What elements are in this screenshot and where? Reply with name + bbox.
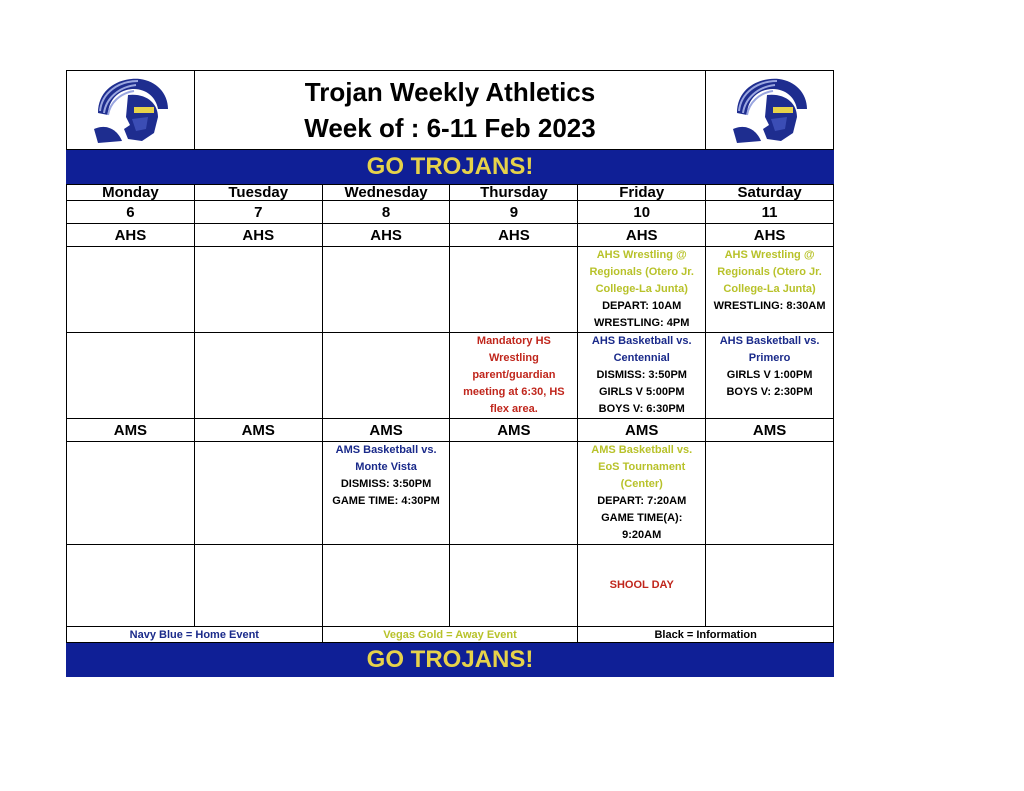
event-title: AHS Basketball vs. Primero [719, 335, 820, 364]
event-cell-empty [67, 333, 195, 419]
day-name: Monday [67, 185, 195, 201]
event-detail: GIRLS V 5:00PM [598, 386, 685, 398]
event-title: AHS Wrestling @ Regionals (Otero Jr. College-La Junta) [717, 249, 822, 295]
school-label: AMS [322, 419, 450, 442]
ams-event-row-1 [67, 442, 834, 545]
event-detail: GAME TIME: 4:30PM [332, 495, 440, 507]
event-detail: GAME TIME(A): 9:20AM [601, 512, 683, 541]
ahs-event-row-2 [67, 333, 834, 419]
event-cell-empty [194, 247, 322, 333]
event-detail: DISMISS: 3:50PM [340, 478, 432, 490]
logo-right [705, 71, 833, 149]
school-label: AMS [67, 419, 195, 442]
event-title: AHS Wrestling @ Regionals (Otero Jr. College-La Junta) [589, 249, 694, 295]
event-detail: GIRLS V 1:00PM [726, 369, 813, 381]
schedule-table [66, 184, 834, 643]
event-detail: BOYS V: 2:30PM [726, 386, 813, 398]
day-name: Friday [578, 185, 706, 201]
date-number: 9 [450, 201, 578, 224]
title-block [195, 71, 705, 149]
event-detail: DEPART: 10AM [602, 300, 682, 312]
event-cell-empty [450, 247, 578, 333]
event-cell-friday [578, 333, 706, 419]
ahs-label-row [67, 224, 834, 247]
school-label: AHS [706, 224, 834, 247]
legend-away: Vegas Gold = Away Event [322, 627, 578, 643]
event-title: AHS Basketball vs. Centennial [591, 335, 692, 364]
school-label: AMS [450, 419, 578, 442]
trojan-helmet-icon [88, 73, 174, 147]
event-detail: WRESTLING: 4PM [594, 317, 690, 329]
legend-info: Black = Information [578, 627, 834, 643]
schedule-sheet [66, 70, 834, 677]
school-label: AHS [194, 224, 322, 247]
event-title: AMS Basketball vs. Monte Vista [335, 444, 437, 473]
event-cell-friday [578, 247, 706, 333]
banner-top: GO TROJANS! [66, 150, 834, 184]
event-detail: DISMISS: 3:50PM [596, 369, 687, 381]
ams-label-row [67, 419, 834, 442]
day-name: Tuesday [194, 185, 322, 201]
day-name: Thursday [450, 185, 578, 201]
school-label: AHS [578, 224, 706, 247]
ahs-event-row-1 [67, 247, 834, 333]
event-cell-thursday [450, 333, 578, 419]
day-name-row [67, 185, 834, 201]
event-detail: BOYS V: 6:30PM [598, 403, 685, 415]
info-note: Mandatory HS Wrestling parent/guardian meeting at 6:30, HS flex area. [463, 335, 565, 415]
legend-home: Navy Blue = Home Event [67, 627, 323, 643]
school-label: AMS [194, 419, 322, 442]
page-title: Trojan Weekly Athletics [304, 77, 596, 107]
event-detail: WRESTLING: 8:30AM [713, 300, 826, 312]
school-label: AHS [450, 224, 578, 247]
day-name: Wednesday [322, 185, 450, 201]
date-number: 8 [322, 201, 450, 224]
event-cell-empty [194, 442, 322, 545]
event-cell-empty [67, 442, 195, 545]
banner-bottom: GO TROJANS! [66, 643, 834, 677]
logo-left [67, 71, 195, 149]
event-cell-empty [194, 545, 322, 627]
event-cell-friday [578, 442, 706, 545]
event-cell-saturday [706, 247, 834, 333]
event-cell-empty [706, 442, 834, 545]
event-cell-wednesday [322, 442, 450, 545]
event-cell-empty [706, 545, 834, 627]
school-label: AHS [322, 224, 450, 247]
school-label: AMS [706, 419, 834, 442]
date-number: 6 [67, 201, 195, 224]
week-title: Week of : 6-11 Feb 2023 [304, 113, 596, 143]
school-label: AMS [578, 419, 706, 442]
event-detail: DEPART: 7:20AM [597, 495, 687, 507]
date-row [67, 201, 834, 224]
header-row [66, 70, 834, 150]
date-number: 11 [706, 201, 834, 224]
event-cell-empty [67, 545, 195, 627]
ams-event-row-2 [67, 545, 834, 627]
info-note: SHOOL DAY [609, 579, 674, 591]
legend-row [67, 627, 834, 643]
date-number: 7 [194, 201, 322, 224]
event-cell-empty [322, 247, 450, 333]
event-cell-friday [578, 545, 706, 627]
event-cell-empty [194, 333, 322, 419]
trojan-helmet-icon [727, 73, 813, 147]
event-cell-empty [450, 545, 578, 627]
school-label: AHS [67, 224, 195, 247]
event-title: AMS Basketball vs. EoS Tournament (Center) [591, 444, 693, 490]
event-cell-saturday [706, 333, 834, 419]
date-number: 10 [578, 201, 706, 224]
event-cell-empty [322, 545, 450, 627]
event-cell-empty [450, 442, 578, 545]
event-cell-empty [67, 247, 195, 333]
day-name: Saturday [706, 185, 834, 201]
event-cell-empty [322, 333, 450, 419]
